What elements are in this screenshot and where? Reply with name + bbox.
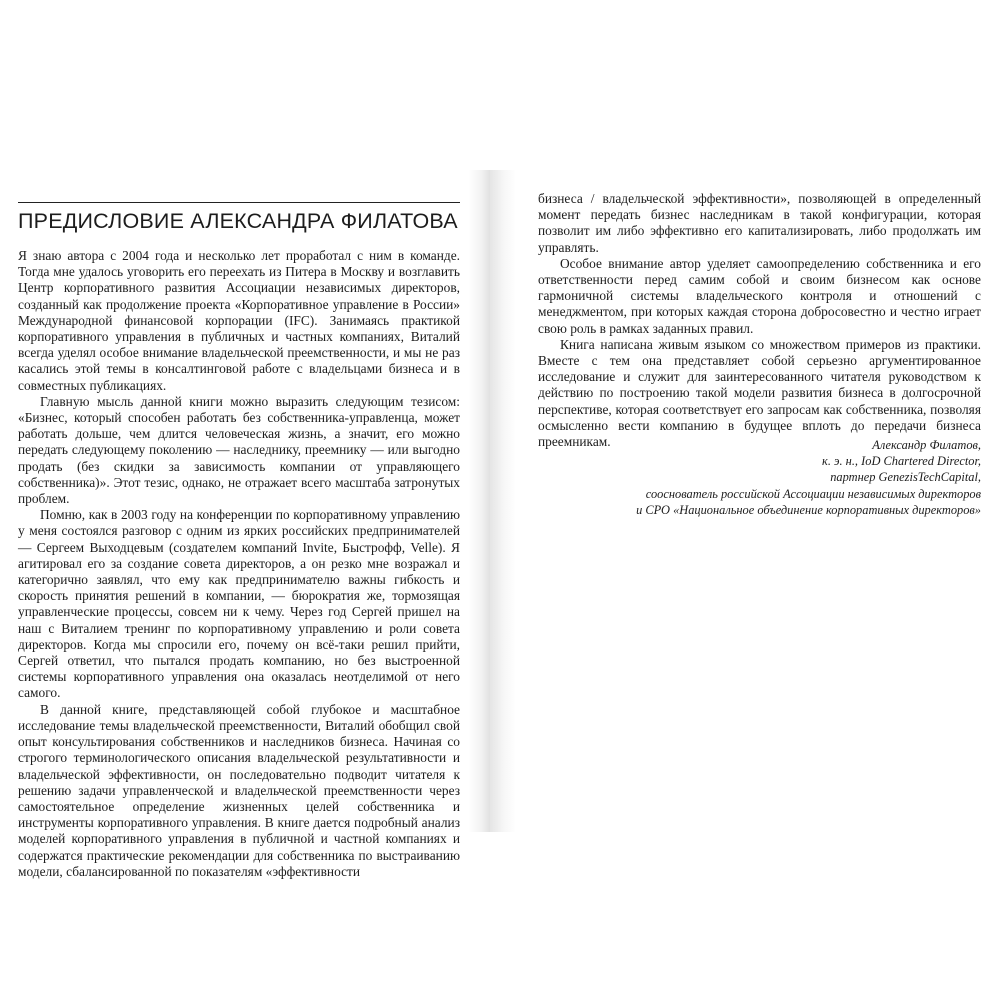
signature-cofounder: сооснователь российской Ассоциации независимых директоров bbox=[645, 486, 981, 501]
signature-sro: и СРО «Национальное объединение корпоративных директоров» bbox=[636, 502, 981, 517]
signature-name: Александр Филатов, bbox=[872, 438, 981, 452]
signature-partner: партнер GenezisTechCapital, bbox=[830, 470, 981, 485]
gutter-shadow-right bbox=[490, 170, 516, 832]
gutter-shadow-left bbox=[468, 170, 490, 832]
title-rule bbox=[18, 202, 460, 203]
paragraph: Помню, как в 2003 году на конференции по корпоративному управлению у меня состоялся разговор с одним из ярких российских предпринимателей — Сергеем Выходцевым (создателем компаний Invite, Быстрофф, Velle). Я агитировал его за создание совета директоров, а он резко мне возражал и категорично заявлял, что ему как предпринимателю важны гибкость и скорость принятия решений в компании, — бюрократия же, тормозящая управленческие процессы, совсем ни к чему. Через год Сергей пришел на наш с Виталием тренинг по корпоративному управлению и роли совета директоров. Когда мы спросили его, почему он всё-таки решил прийти, Сергей ответил, что пытался продать компанию, но без выстроенной системы корпоративного управления она оказалась неотделимой от него самого. bbox=[18, 507, 460, 701]
paragraph: В данной книге, представляющей собой глубокое и масштабное исследование темы владельческой преемственности, Виталий обобщил свой опыт консультирования собственников и наследников бизнеса. Начиная со строгого терминологического описания владельческой результативности и владельческой эффективности, он последовательно подводит читателя к решению задачи управленческой и владельческой преемственности через самостоятельное определение жизненных целей собственника и инструменты корпоративного управления. В книге дается подробный анализ моделей корпоративного управления в публичной и частной компаниях и содержатся практические рекомендации для собственника по выстраиванию модели, сбалансированной по показателям «эффективности bbox=[18, 701, 460, 879]
right-text-column bbox=[538, 191, 981, 450]
paragraph: Книга написана живым языком со множеством примеров из практики. Вместе с тем она представляет собой серьезно аргументированное исследование и служит для заинтересованного читателя руководством к действию по построению такой модели развития бизнеса в долгосрочной перспективе, которая соответствует его запросам как собственника, позволяя осмысленно вести компанию в будущее вплоть до передачи бизнеса преемникам. bbox=[538, 336, 981, 450]
author-signature bbox=[538, 437, 981, 518]
left-page bbox=[0, 0, 488, 1000]
left-text-column bbox=[18, 248, 460, 880]
paragraph: Особое внимание автор уделяет самоопределению собственника и его ответственности перед самим собой и своим бизнесом как основе гармоничной системы владельческого контроля и отношений с менеджментом, при которых каждая сторона добросовестно и честно играет свою роль в рамках заданных правил. bbox=[538, 255, 981, 336]
chapter-title: ПРЕДИСЛОВИЕ АЛЕКСАНДРА ФИЛАТОВА bbox=[18, 209, 458, 233]
paragraph: Главную мысль данной книги можно выразить следующим тезисом: «Бизнес, который способен работать без собственника-управленца, может работать дольше, чем длится человеческая жизнь, а значит, его можно передать следующему поколению — наследнику, преемнику — или выгодно продать (без скидки за зависимость компании от управляющего собственника)». Этот тезис, однако, не отражает всего масштаба затронутых проблем. bbox=[18, 393, 460, 507]
signature-degree: к. э. н., IoD Chartered Director, bbox=[822, 454, 981, 469]
paragraph: Я знаю автора с 2004 года и несколько лет проработал с ним в команде. Тогда мне удалось уговорить его переехать из Питера в Москву и возглавить Центр корпоративного развития Ассоциации независимых директоров, созданный как продолжение проекта «Корпоративное управление в России» Международной финансовой корпорации (IFC). Занимаясь практикой корпоративного управления в публичных и частных компаниях, Виталий всегда уделял особое внимание владельческой преемственности, и мы не раз касались этой темы в консалтинговой работе с владельцами бизнеса и в совместных публикациях. bbox=[18, 248, 460, 393]
paragraph: бизнеса / владельческой эффективности», позволяющей в определенный момент передать бизнес наследникам в такой конфигурации, которая позволит им либо эффективно его капитализировать, либо продолжать им управлять. bbox=[538, 191, 981, 255]
